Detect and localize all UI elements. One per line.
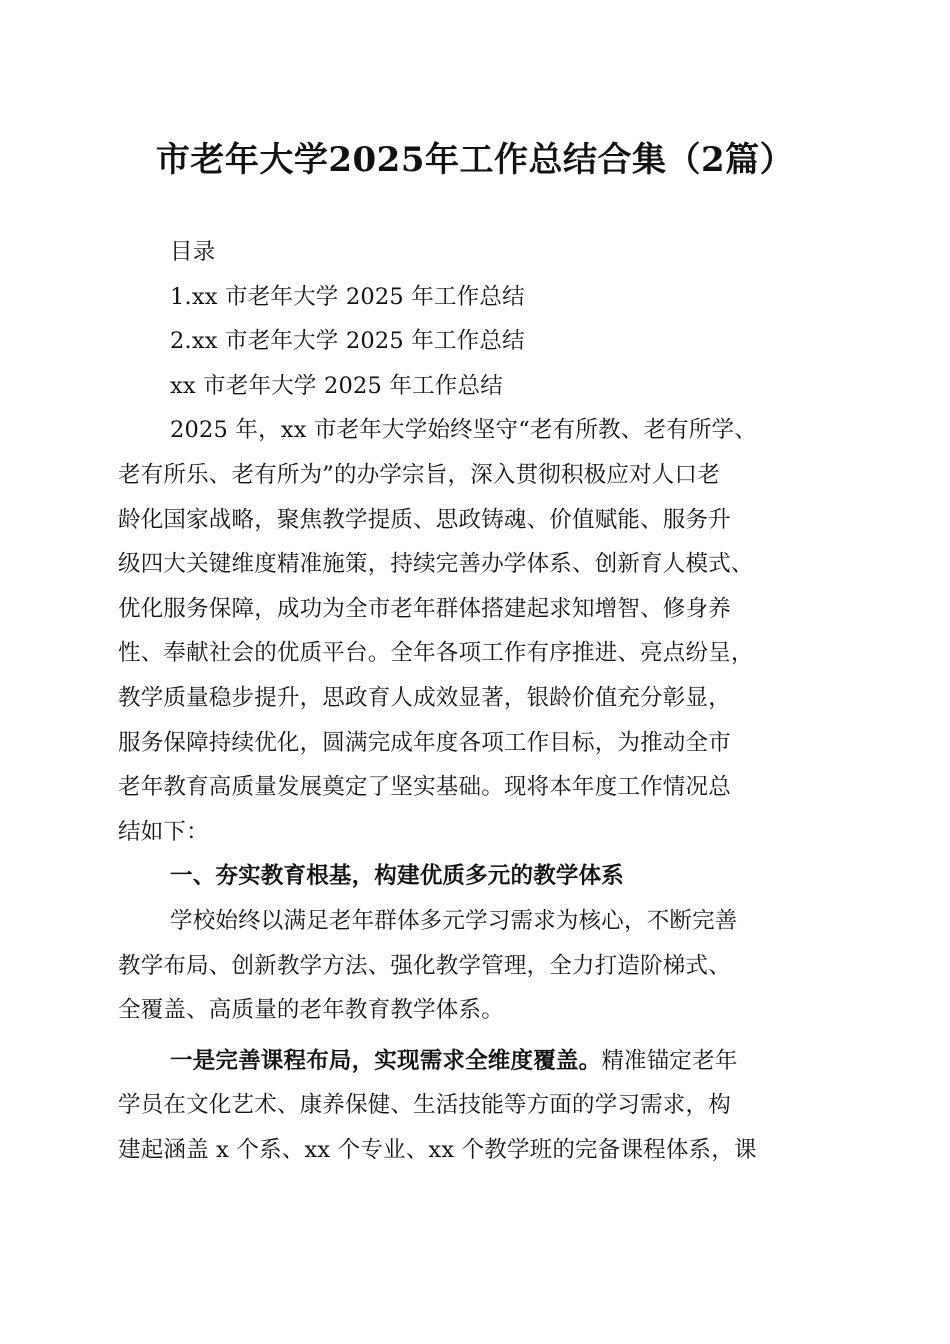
section-paragraph-line: 全覆盖、高质量的老年教育教学体系。 <box>118 997 504 1024</box>
toc-heading: 目录 <box>170 239 216 265</box>
point-text: 精准锚定老年 <box>601 1047 738 1074</box>
intro-line: 2025 年，xx 市老年大学始终坚守“老有所教、老有所学、 <box>170 417 757 444</box>
point-paragraph-line: 学员在文化艺术、康养保健、生活技能等方面的学习需求，构 <box>118 1092 731 1119</box>
toc-item-1: 1.xx 市老年大学 2025 年工作总结 <box>170 283 525 310</box>
intro-line: 性、奉献社会的优质平台。全年各项工作有序推进、亮点纷呈， <box>118 640 754 667</box>
document-title: 市老年大学2025年工作总结合集（2篇） <box>155 140 795 180</box>
section-paragraph-line: 学校始终以满足老年群体多元学习需求为核心，不断完善 <box>170 907 738 934</box>
point-lead: 一是完善课程布局，实现需求全维度覆盖。 <box>170 1047 602 1074</box>
point-paragraph-line: 建起涵盖 x 个系、xx 个专业、xx 个教学班的完备课程体系，课 <box>118 1136 757 1163</box>
intro-line: 老有所乐、老有所为”的办学宗旨，深入贯彻积极应对人口老 <box>118 461 720 488</box>
intro-line: 结如下： <box>118 818 209 845</box>
intro-line: 服务保障持续优化，圆满完成年度各项工作目标，为推动全市 <box>118 729 731 756</box>
article-title: xx 市老年大学 2025 年工作总结 <box>170 372 503 399</box>
section-paragraph-line: 教学布局、创新教学方法、强化教学管理，全力打造阶梯式、 <box>118 952 731 979</box>
point-paragraph-line <box>118 1039 834 1084</box>
section-heading: 一、夯实教育根基，构建优质多元的教学体系 <box>170 863 625 890</box>
toc-item-2: 2.xx 市老年大学 2025 年工作总结 <box>170 328 525 355</box>
intro-line: 老年教育高质量发展奠定了坚实基础。现将本年度工作情况总 <box>118 774 731 801</box>
intro-line: 优化服务保障，成功为全市老年群体搭建起求知增智、修身养 <box>118 595 731 622</box>
intro-line: 龄化国家战略，聚焦教学提质、思政铸魂、价值赋能、服务升 <box>118 506 731 533</box>
intro-line: 级四大关键维度精准施策，持续完善办学体系、创新育人模式、 <box>118 551 754 578</box>
document-body <box>118 230 834 1172</box>
intro-line: 教学质量稳步提升，思政育人成效显著，银龄价值充分彰显， <box>118 684 731 711</box>
